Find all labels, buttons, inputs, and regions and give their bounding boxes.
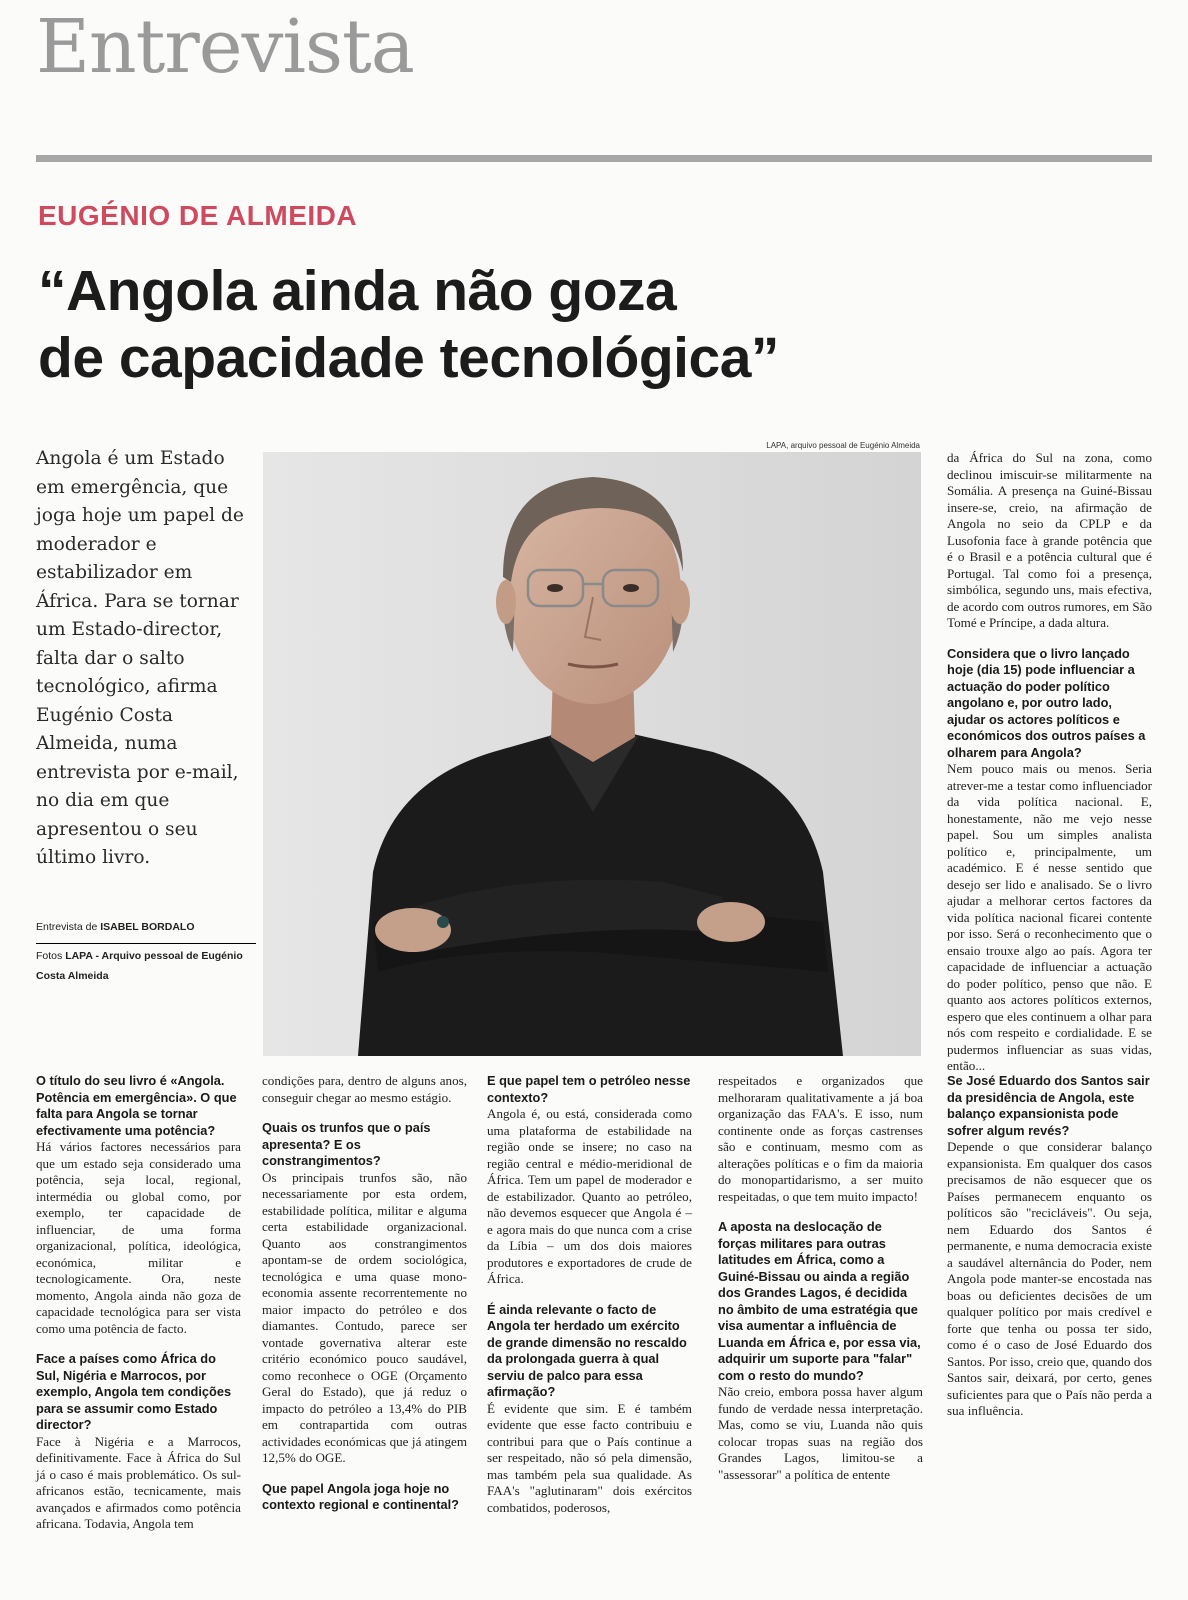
column-right-top xyxy=(947,450,1152,1089)
section-rule xyxy=(36,155,1152,162)
column-bottom-2 xyxy=(262,1073,467,1528)
portrait-illustration xyxy=(263,452,921,1056)
answer-text: condições para, dentro de alguns anos, conseguir chegar ao mesmo estágio. xyxy=(262,1073,467,1105)
question-text: O título do seu livro é «Angola. Potência em emergência». O que falta para Angola se tornar efectivamente uma potência? xyxy=(36,1073,237,1138)
column-bottom-1 xyxy=(36,1073,241,1547)
interviewer-prefix: Entrevista de xyxy=(36,921,101,933)
answer-text: Angola é, ou está, considerada como uma plataforma de estabilidade na região onde se insere; no caso na região central e médio-meridional de África. Tem um papel de moderador e de estabilizador. Quanto ao petróleo, não devemos esquecer que Angola é – e agora mais do que nunca com a crise da Líbia – um dos dois maiores produtores e exportadores de crude de África. xyxy=(487,1106,692,1286)
answer-text: Depende o que considerar balanço expansionista. Em qualquer dos casos precisamos de não esquecer que os Países permanecem enquanto os políticos são "recicláveis". Ou seja, nem Eduardo dos Santos é permanente, e numa democracia existe a saudável alternância do Poder, nem Angola pode manter-se encostada nas boas ou deficientes decisões de um qualquer político por mais credível e forte que tenha ou possa ter sido, como é o caso de José Eduardo dos Santos. Por isso, creio que, quando dos Santos sair, deixará, por certo, genes suficientes para que o País não perda a sua influência. xyxy=(947,1139,1152,1418)
column-bottom-4 xyxy=(718,1073,923,1497)
photo-source-credit xyxy=(36,946,256,986)
answer-text: É evidente que sim. E é também evidente que esse facto contribuiu e contribui para que o País continue a ser respeitado, não só pela dimensão, mas também pela sua qualidade. As FAA's "aglutinaram" dois exércitos combatidos, poderosos, xyxy=(487,1400,692,1515)
question-text: Face a países como África do Sul, Nigéria e Marrocos, por exemplo, Angola tem condições para se assumir como Estado director? xyxy=(36,1351,232,1432)
interviewer-name: ISABEL BORDALO xyxy=(100,921,195,933)
byline xyxy=(36,921,256,986)
column-bottom-5 xyxy=(947,1073,1152,1434)
answer-text: Há vários factores necessários para que um estado seja considerado uma potência, seja local, regional, intermédia ou global como, por exemplo, ter capacidade de influenciar, de uma forma organizacional, política, ideológica, económica, militar e tecnologicamente. Ora, neste momento, Angola ainda não goza de capacidade tecnológica para ser vista como uma potência de facto. xyxy=(36,1139,241,1336)
interviewer-credit xyxy=(36,917,195,937)
headline-line-2: de capacidade tecnológica” xyxy=(38,326,779,390)
interviewee-name: EUGÉNIO DE ALMEIDA xyxy=(38,200,358,231)
answer-text: Face à Nigéria e a Marrocos, definitivamente. Face à África do Sul já o caso é mais problemático. Os sul-africanos estão, tecnicamente, mais avançados e afirmados como potência africana. Todavia, Angola tem xyxy=(36,1433,241,1531)
question-text: Considera que o livro lançado hoje (dia 15) pode influenciar a actuação do poder político angolano e, por outro lado, ajudar os actores políticos e económicos dos outros países a olharem para Angola? xyxy=(947,645,1146,760)
answer-text: da África do Sul na zona, como declinou imiscuir-se militarmente na Somália. A presença na Guiné-Bissau insere-se, creio, na afirmação de Angola no seio da CPLP e da Lusofonia face à grande potência que é o Brasil e a potência cultural que é Portugal. Tal como foi a presença, simbólica, segundo uns, mais efectiva, de acordo com outros rumores, em São Tomé e Príncipe, a dada altura. xyxy=(947,450,1152,630)
photos-prefix: Fotos xyxy=(36,950,66,962)
photo-credit: LAPA, arquivo pessoal de Eugénio Almeida xyxy=(766,441,920,450)
section-title: Entrevista xyxy=(36,4,414,90)
answer-text: respeitados e organizados que melhoraram qualitativamente a já boa organização das FAA's. E isso, num continente onde as forças castrenses são e continuam, mesmo com as alterações políticas e o fim da maioria do monopartidarismo, a ser muito respeitadas, o que tem muito impacto! xyxy=(718,1073,923,1204)
portrait-photo xyxy=(263,452,921,1056)
question-text: Se José Eduardo dos Santos sair da presidência de Angola, este balanço expansionista pode sofrer algum revés? xyxy=(947,1073,1150,1138)
answer-text: Não creio, embora possa haver algum fundo de verdade nessa interpretação. Mas, como se viu, Luanda não quis colocar tropas suas na região dos Grandes Lagos, limitou-se a "assessorar" a política de entente xyxy=(718,1384,923,1482)
answer-text: Nem pouco mais ou menos. Seria atrever-me a testar como influenciador da vida política nacional. E, honestamente, não me vejo nesse papel. Sou um simples analista político e, principalmente, um académico. E é nesse sentido que desejo ser lido e analisado. Se o livro ajudar a melhorar certos factores da vida política nacional ficarei contente por isso. Será o reconhecimento que o ensaio trouxe algo ao país. Agora ter capacidade de influenciar a actuação do poder político, penso que não. E quanto aos actores políticos externos, espero que eles continuem a olhar para nós com respeito e cordialidade. E se pudermos influenciar as suas vidas, então... xyxy=(947,761,1152,1073)
column-bottom-3 xyxy=(487,1073,692,1530)
headline-line-1: “Angola ainda não goza xyxy=(38,259,677,323)
question-text: E que papel tem o petróleo nesse contexto? xyxy=(487,1073,691,1105)
photos-source-rest: - Arquivo pessoal de Eugénio Costa Almeida xyxy=(36,950,243,982)
lead-paragraph: Angola é um Estado em emergência, que joga hoje um papel de moderador e estabilizador em África. Para se tornar um Estado-director, falta dar o salto tecnológico, afirma Eugénio Costa Almeida, numa entrevista por e-mail, no dia em que apresentou o seu último livro. xyxy=(36,448,244,868)
photos-source: LAPA xyxy=(65,950,93,962)
question-text: É ainda relevante o facto de Angola ter herdado um exército de grande dimensão no rescaldo da prolongada guerra à qual serviu de palco para essa afirmação? xyxy=(487,1301,687,1399)
question-text: A aposta na deslocação de forças militares para outras latitudes em África, como a Guiné-Bissau ou ainda a região dos Grandes Lagos, é decidida no âmbito de uma estratégia que visa aumentar a influência de Luanda em África e, por essa via, adquirir um suporte para "falar" com o resto do mundo? xyxy=(718,1219,921,1383)
question-text: Que papel Angola joga hoje no contexto regional e continental? xyxy=(262,1480,459,1512)
question-text: Quais os trunfos que o país apresenta? E os constrangimentos? xyxy=(262,1120,431,1168)
headline xyxy=(38,258,779,392)
answer-text: Os principais trunfos são, não necessariamente por esta ordem, estabilidade política, militar e alguma certa estabilidade organizacional. Quanto aos constrangimentos apontam-se de ordem sociológica, tecnológica e uma quase mono-economia assente recorrentemente no maior impacto do petróleo e dos diamantes. Contudo, parece ser vontade governativa alterar este critério económico pouco saudável, como reconhece o OGE (Orçamento Geral do Estado), que já reduz o impacto do petróleo a 13,4% do PIB em contrapartida com outras actividades económicas que já atingem 12,5% do OGE. xyxy=(262,1169,467,1465)
